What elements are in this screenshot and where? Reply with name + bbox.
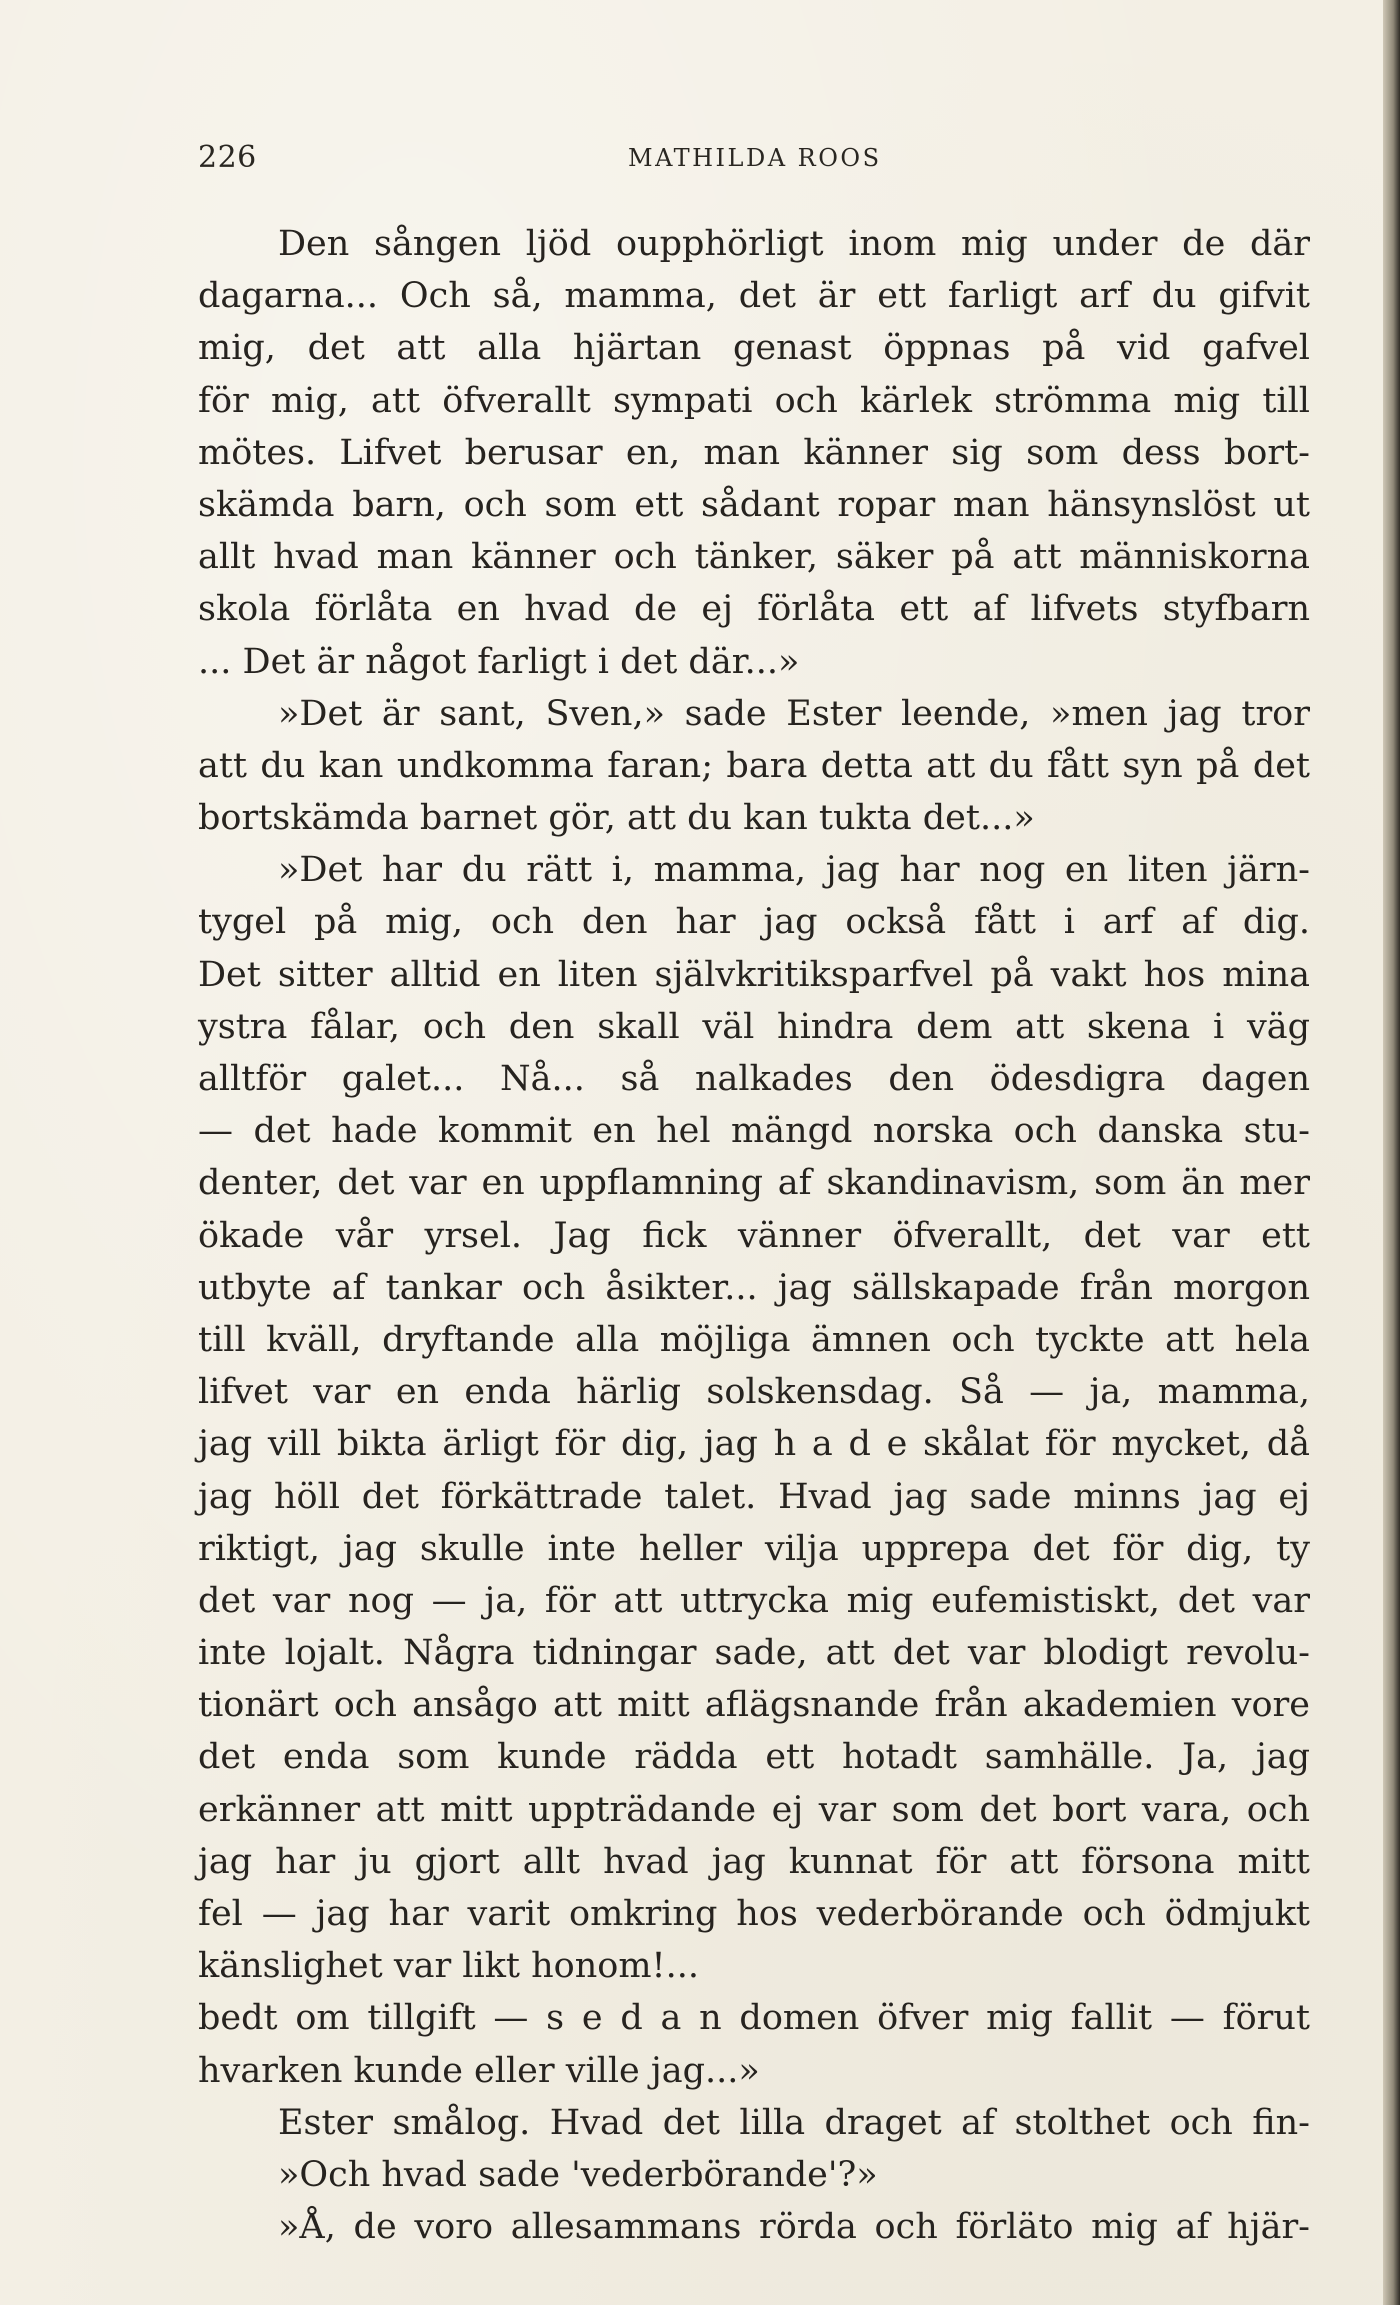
text-line: jag höll det förkättrade talet. Hvad jag sade minns jag ej: [198, 1476, 1310, 1517]
text-line: tygel på mig, och den har jag också fått i arf af dig.: [198, 902, 1310, 943]
text-line: skola förlåta en hvad de ej förlåta ett af lifvets styfbarn: [198, 589, 1310, 630]
text-line: inte lojalt. Några tidningar sade, att det var blodigt revolu-: [198, 1633, 1310, 1674]
text-line: hvarken kunde eller ville jag...»: [198, 2050, 760, 2091]
page-edge-shadow: [1383, 0, 1400, 2305]
text-line: känslighet var likt honom!...: [198, 1946, 699, 1987]
text-line: ... Det är något farligt i det där...»: [198, 641, 800, 682]
text-line: skämda barn, och som ett sådant ropar man hänsynslöst ut: [198, 484, 1310, 525]
text-line: bedt om tillgift — s e d a n domen öfver mig fallit — förut: [198, 1998, 1310, 2039]
text-line: för mig, att öfverallt sympati och kärlek strömma mig till: [198, 380, 1310, 421]
text-line: jag vill bikta ärligt för dig, jag h a d e skålat för mycket, då: [198, 1424, 1310, 1465]
text-line: »Det har du rätt i, mamma, jag har nog en liten järn-: [278, 850, 1310, 891]
text-line: utbyte af tankar och åsikter... jag sällskapade från morgon: [198, 1267, 1310, 1308]
text-line: mig, det att alla hjärtan genast öppnas på vid gafvel: [198, 328, 1310, 369]
text-line: Ester smålog. Hvad det lilla draget af stolthet och fin-: [278, 2102, 1310, 2143]
text-line: alltför galet... Nå... så nalkades den ödesdigra dagen: [198, 1059, 1310, 1099]
text-line: jag har ju gjort allt hvad jag kunnat för att försona mitt: [198, 1841, 1310, 1882]
text-line: till kväll, dryftande alla möjliga ämnen och tyckte att hela: [198, 1319, 1310, 1360]
running-title: MATHILDA ROOS: [628, 144, 882, 172]
text-line: mötes. Lifvet berusar en, man känner sig som dess bort-: [198, 432, 1310, 473]
text-line: det var nog — ja, för att uttrycka mig eufemistiskt, det var: [198, 1580, 1310, 1621]
text-line: lifvet var en enda härlig solskensdag. Så — ja, mamma,: [198, 1372, 1310, 1413]
text-line: ökade vår yrsel. Jag fick vänner öfverallt, det var ett: [198, 1215, 1310, 1256]
page-number: 226: [198, 140, 257, 175]
text-line: tionärt och ansågo att mitt aflägsnande från akademien vore: [198, 1685, 1310, 1726]
text-line: riktigt, jag skulle inte heller vilja upprepa det för dig, ty: [198, 1528, 1310, 1569]
text-line: erkänner att mitt uppträdande ej var som det bort vara, och: [198, 1789, 1310, 1830]
text-line: »Och hvad sade 'vederbörande'?»: [278, 2154, 878, 2195]
text-line: allt hvad man känner och tänker, säker på att människorna: [198, 537, 1310, 578]
text-line: fel — jag har varit omkring hos vederbörande och ödmjukt: [198, 1894, 1310, 1934]
running-header: [198, 140, 1228, 180]
text-line: dagarna... Och så, mamma, det är ett farligt arf du gifvit: [198, 276, 1310, 317]
text-line: denter, det var en uppflamning af skandinavism, som än mer: [198, 1163, 1310, 1204]
text-line: det enda som kunde rädda ett hotadt samhälle. Ja, jag: [198, 1737, 1310, 1778]
text-line: att du kan undkomma faran; bara detta att du fått syn på det: [198, 745, 1310, 786]
text-line: — det hade kommit en hel mängd norska och danska stu-: [198, 1111, 1310, 1152]
text-line: Den sången ljöd oupphörligt inom mig under de där: [278, 224, 1310, 264]
text-line: »Det är sant, Sven,» sade Ester leende, »men jag tror: [278, 693, 1310, 734]
text-line: »Å, de voro allesammans rörda och förläto mig af hjär-: [278, 2207, 1310, 2248]
body-text: [198, 218, 1310, 2253]
text-line: Det sitter alltid en liten självkritiksparfvel på vakt hos mina: [198, 954, 1310, 995]
text-line: bortskämda barnet gör, att du kan tukta det...»: [198, 798, 1035, 839]
text-line: ystra fålar, och den skall väl hindra dem att skena i väg: [198, 1006, 1310, 1047]
